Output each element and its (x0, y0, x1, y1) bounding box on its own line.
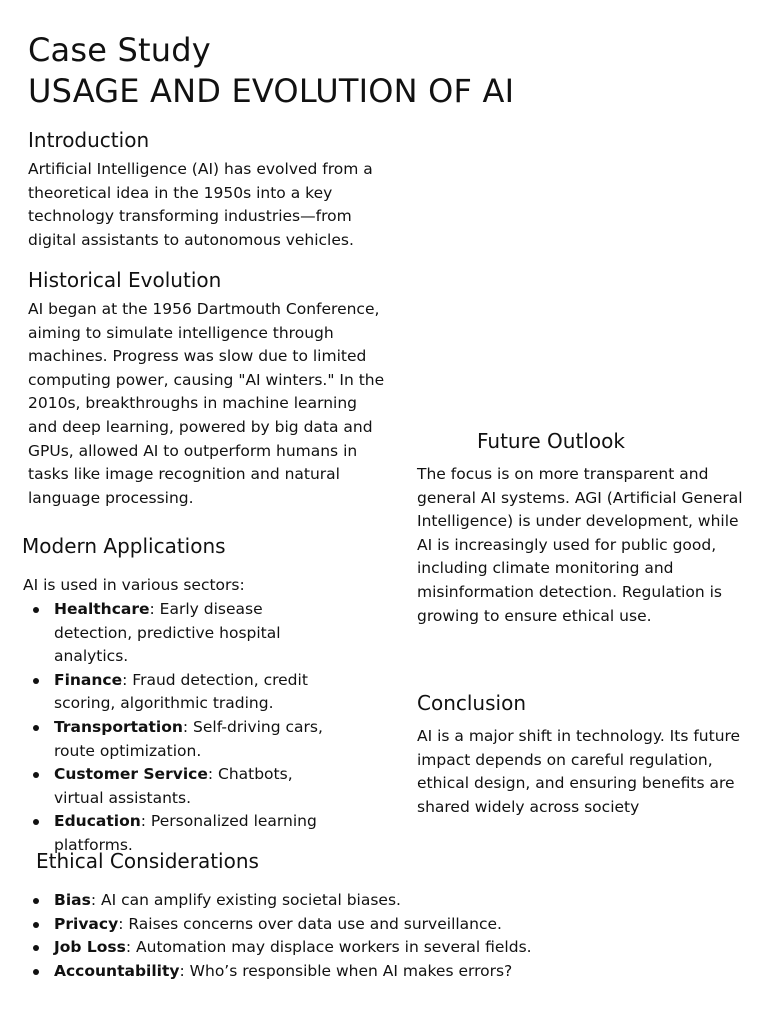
list-item-term: Customer Service (54, 765, 208, 784)
list-item (23, 936, 643, 960)
list-item (23, 763, 343, 810)
future-outlook-heading: Future Outlook (477, 429, 625, 453)
page-title: USAGE AND EVOLUTION OF AI (28, 72, 515, 110)
list-item-desc: : Raises concerns over data use and surveillance. (118, 914, 502, 933)
conclusion-text: AI is a major shift in technology. Its future impact depends on careful regulation, ethical design, and ensuring benefits are shared widely across society (417, 727, 741, 816)
modern-applications-heading: Modern Applications (22, 534, 226, 558)
list-item-desc: : Fraud detection, credit scoring, algorithmic trading. (54, 670, 308, 713)
historical-evolution-text: AI began at the 1956 Dartmouth Conference, aiming to simulate intelligence through machines. Progress was slow due to limited computing power, causing "AI winters." In the 2010s, breakthroughs in machine learning and deep learning, powered by big data and GPUs, allowed AI to outperform humans in tasks like image recognition and natural language processing. (28, 300, 385, 507)
list-item-term: Transportation (54, 717, 183, 736)
list-item-desc: : Personalized learning platforms. (54, 812, 317, 854)
list-item-term: Job Loss (54, 938, 126, 957)
list-item-desc: : Chatbots, virtual assistants. (54, 765, 293, 807)
list-item-term: Healthcare (54, 600, 150, 618)
applications-list (23, 598, 343, 858)
list-item-desc: : Automation may displace workers in several fields. (125, 938, 532, 957)
list-item (23, 716, 343, 763)
list-item-desc: : Who’s responsible when AI makes errors? (179, 961, 513, 980)
list-item (23, 669, 343, 716)
list-item-desc: : Early disease detection, predictive hospital analytics. (54, 600, 281, 666)
list-item (23, 913, 643, 937)
ethical-considerations-heading: Ethical Considerations (36, 849, 259, 873)
list-item (23, 889, 643, 913)
future-outlook-text: The focus is on more transparent and general AI systems. AGI (Artificial General Intelligence) is under development, while AI is increasingly used for public good, including climate monitoring and misinformation detection. Regulation is growing to ensure ethical use. (417, 465, 743, 625)
introduction-heading: Introduction (28, 128, 150, 152)
list-item-desc: : Self-driving cars, route optimization. (54, 717, 323, 760)
list-item-term: Bias (54, 891, 91, 909)
ethics-list (23, 889, 643, 983)
list-item-term: Education (54, 812, 141, 831)
list-item-term: Finance (54, 670, 123, 689)
introduction-text: Artificial Intelligence (AI) has evolved from a theoretical idea in the 1950s into a key technology transforming industries—from digital assistants to autonomous vehicles. (28, 160, 373, 249)
conclusion-heading: Conclusion (417, 691, 526, 715)
modern-applications-intro: AI is used in various sectors: (23, 576, 245, 594)
list-item-term: Accountability (54, 961, 180, 980)
case-study-label: Case Study (28, 31, 211, 69)
list-item (23, 598, 343, 669)
list-item-desc: : AI can amplify existing societal biases. (90, 891, 401, 909)
list-item (23, 960, 643, 984)
list-item-term: Privacy (54, 914, 119, 933)
historical-evolution-heading: Historical Evolution (28, 268, 222, 292)
